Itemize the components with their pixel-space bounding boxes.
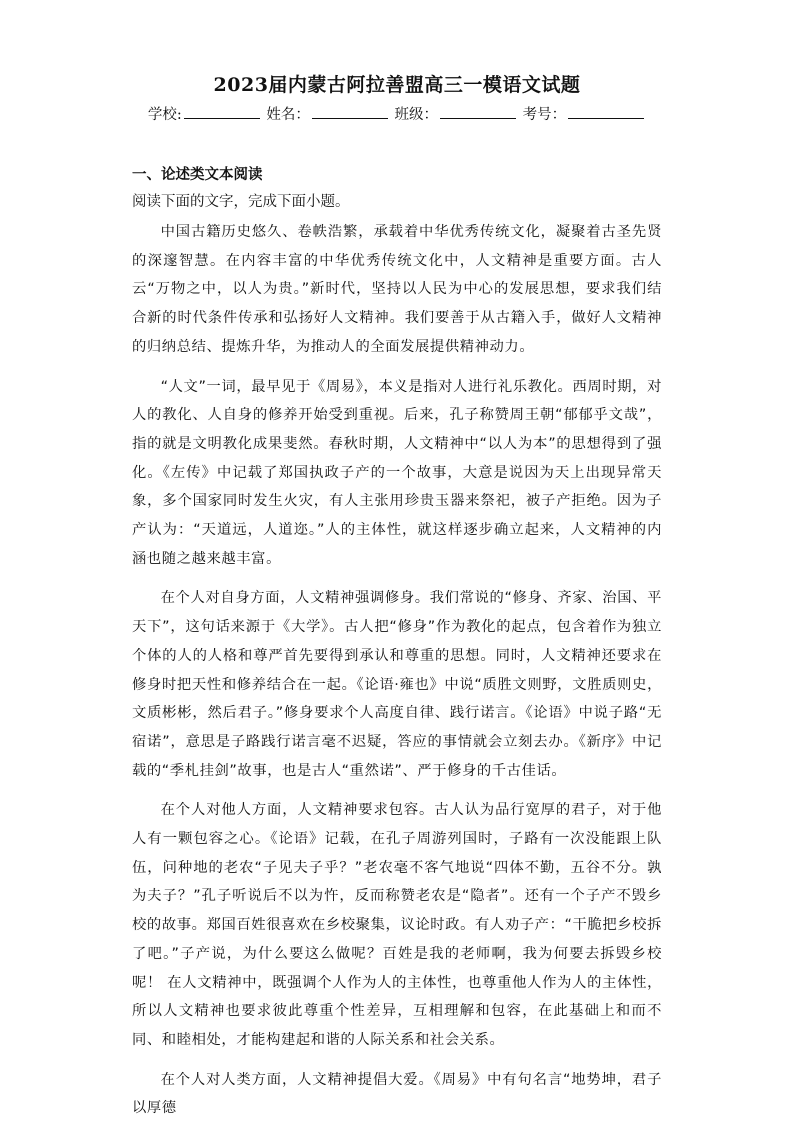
- name-label: 姓名：: [266, 107, 310, 123]
- exam-number-label: 考号：: [522, 107, 567, 123]
- page-title: 2023届内蒙古阿拉善盟高三一模语文试题: [213, 74, 581, 96]
- passage-paragraph: “人文”一词，最早见于《周易》，本义是指对人进行礼乐教化。西周时期，对人的教化、人自身的修养开始受到重视。后来，孔子称赞周王朝“郁郁乎文哉”，指的就是文明教化成果斐然。春秋时期，人文精神中“以人为本”的思想得到了强化。《左传》中记载了郑国执政子产的一个故事，大意是说因为天上出现异常天象，多个国家同时发生火灾，有人主张用珍贵玉器来祭祀，被子产拒绝。因为子产认为：“天道远，人道迩。”人的主体性，就这样逐步确立起来，人文精神的内涵也随之越来越丰富。: [132, 378, 662, 567]
- school-label: 学校:: [147, 107, 182, 123]
- school-blank[interactable]: [184, 104, 260, 119]
- student-info-line: [0, 103, 794, 124]
- name-field: [266, 103, 390, 124]
- passage-paragraph: 在个人对他人方面，人文精神要求包容。古人认为品行宽厚的君子，对于他人有一颗包容之心。《论语》记载，在孔子周游列国时，子路有一次没能跟上队伍，问种地的老农“子见夫子乎？”老农毫不客气地说“四体不勤，五谷不分。孰为夫子？”孔子听说后不以为忤，反而称赞老农是“隐者”。还有一个子产不毁乡校的故事。郑国百姓很喜欢在乡校聚集，议论时政。有人劝子产：“干脆把乡校拆了吧。”子产说，为什么要这么做呢？百姓是我的老师啊，我为何要去拆毁乡校呢！ 在人文精神中，既强调个人作为人的主体性，也尊重他人作为人的主体性，所以人文精神也要求彼此尊重个性差异，互相理解和包容，在此基础上和而不同、和睦相处，才能构建起和谐的人际关系和社会关系。: [132, 802, 662, 1048]
- class-blank[interactable]: [440, 104, 516, 119]
- section-instruction: 阅读下面的文字，完成下面小题。: [132, 194, 350, 210]
- school-field: [148, 103, 262, 124]
- name-blank[interactable]: [312, 104, 388, 119]
- section-heading: 一、论述类文本阅读: [132, 166, 263, 183]
- exam-number-blank[interactable]: [568, 104, 644, 119]
- exam-number-field: [523, 103, 647, 124]
- passage-paragraph: 中国古籍历史悠久、卷帙浩繁，承载着中华优秀传统文化，凝聚着古圣先贤的深邃智慧。在内容丰富的中华优秀传统文化中，人文精神是重要方面。古人云“万物之中，以人为贵。”新时代，坚持以人民为中心的发展思想，要求我们结合新的时代条件传承和弘扬好人文精神。我们要善于从古籍入手，做好人文精神的归纳总结、提炼升华，为推动人的全面发展提供精神动力。: [132, 224, 662, 355]
- class-field: [395, 103, 519, 124]
- passage-paragraph: 在个人对人类方面，人文精神提倡大爱。《周易》中有句名言“地势坤，君子以厚德: [132, 1071, 662, 1117]
- class-label: 班级：: [394, 107, 438, 123]
- reading-passage: [132, 218, 662, 1134]
- passage-paragraph: 在个人对自身方面，人文精神强调修身。我们常说的“修身、齐家、治国、平天下”，这句话来源于《大学》。古人把“修身”作为教化的起点，包含着作为独立个体的人的人格和尊严首先要得到承认和尊重的思想。同时，人文精神还要求在修身时把天性和修养结合在一起。《论语·雍也》中说“质胜文则野，文胜质则史，文质彬彬，然后君子。”修身要求个人高度自律、践行诺言。《论语》中说子路“无宿诺”，意思是子路践行诺言毫不迟疑，答应的事情就会立刻去办。《新序》中记载的“季札挂剑”故事，也是古人“重然诺”、严于修身的千古佳话。: [132, 590, 662, 779]
